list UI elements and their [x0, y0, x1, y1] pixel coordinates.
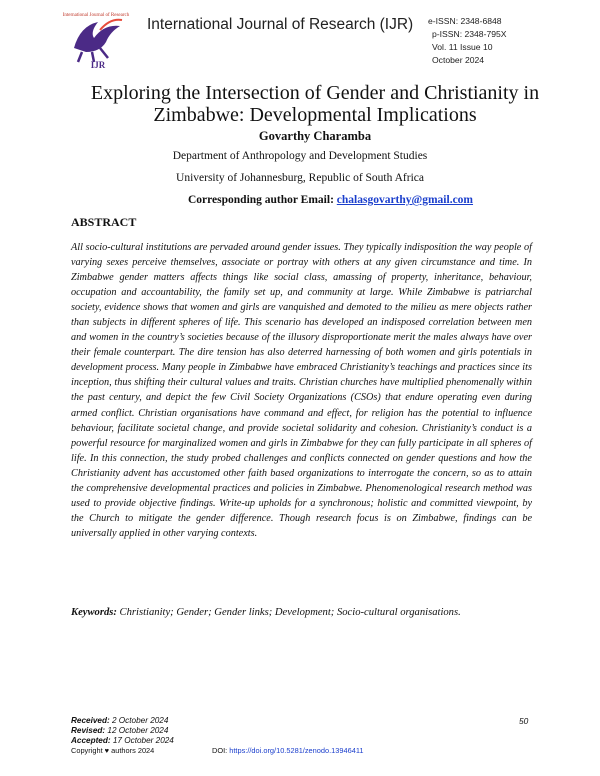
corresponding-email-link[interactable]: chalasgovarthy@gmail.com — [336, 194, 474, 206]
logo-abbrev: IJR — [90, 60, 106, 70]
corresponding-author — [188, 194, 473, 206]
doi-line — [212, 746, 364, 755]
abstract-text: All socio-cultural institutions are pervaded around gender issues. They typically indisposition the way people of varying sexes perceive themselves, associate or portray with others at any given circumstance and time. In Zimbabwe gender matters affects things like social class, amassing of property, inheritance, behaviour, occupation and accountability, the family set up, and community at large. While Zimbabwe is patriarchal society, evidence shows that women and girls are vanquished and demoted to the milieu as mere objects rather than subjects in different spheres of life. This scenario has developed an indisposed correlation between men and women in the country’s societies because of the illusory disproportionate merit the males always have over their female counterpart. The dire tension has also deterred harnessing of both women and girls potentials in development process. Many people in Zimbabwe have embraced Christianity’s teachings and practices since its inception, thus shifting their cultural values and traits. Christian churches have multiplied phenomenally within the past century, and depict the few Civil Society Organizations (CSOs) that endure operating even during armed conflict. Christian organisations have command and effect, for religion has the potential to influence behaviour, facilitate societal change, and provide societal solidarity and cohesion. Christianity’s conduct is a powerful resource for marginalized women and girls in Zimbabwe for they can fully participate in all spheres of life. In this connection, the study probed challenges and conflicts connected on gender questions and how the Christianity advent has accustomed other faith based organizations to interrogate the concern, so as to attain the comprehensive developmental practices and policies in Zimbabwe. Phenomenological research method was used to provide objective findings. Write-up upholds for a synchronous; holistic and committed viewpoint, by the Church to mitigate the gender difference. Though research focus is on Zimbabwe, findings can be universally applied in other varying contexts. — [71, 242, 532, 539]
p-issn: p-ISSN: 2348-795X — [432, 29, 507, 39]
corresponding-label: Corresponding author Email: — [188, 194, 337, 206]
issue-date: October 2024 — [432, 55, 485, 65]
received-date: Received: 2 October 2024 — [71, 716, 169, 725]
accepted-date: Accepted: 17 October 2024 — [71, 736, 174, 746]
abstract-heading: ABSTRACT — [71, 215, 137, 229]
journal-logo — [60, 8, 132, 70]
journal-name: International Journal of Research (IJR) — [147, 16, 414, 33]
pegasus-icon — [74, 22, 120, 52]
volume-issue: Vol. 11 Issue 10 — [432, 42, 493, 52]
copyright: Copyright ♥ authors 2024 — [71, 746, 155, 755]
revised-date: Revised: 12 October 2024 — [71, 726, 169, 736]
e-issn: e-ISSN: 2348-6848 — [428, 16, 502, 26]
doi-link[interactable]: https://doi.org/10.5281/zenodo.13946411 — [229, 746, 364, 755]
doi-label: DOI: — [212, 746, 230, 755]
keywords-label: Keywords: — [71, 607, 117, 618]
author-name: Govarthy Charamba — [258, 129, 372, 143]
affiliation-university: University of Johannesburg, Republic of South Africa — [176, 172, 424, 184]
keywords-line — [71, 607, 541, 618]
issn-block — [428, 15, 538, 67]
submission-dates — [71, 716, 174, 747]
article-title: Exploring the Intersection of Gender and Christianity in Zimbabwe: Developmental Implications — [90, 82, 540, 126]
keywords-list: Christianity; Gender; Gender links; Development; Socio-cultural organisations. — [116, 607, 461, 618]
logo-text: International Journal of Research — [62, 13, 130, 18]
page-number: 50 — [519, 716, 529, 726]
affiliation-department: Department of Anthropology and Development Studies — [172, 150, 428, 162]
